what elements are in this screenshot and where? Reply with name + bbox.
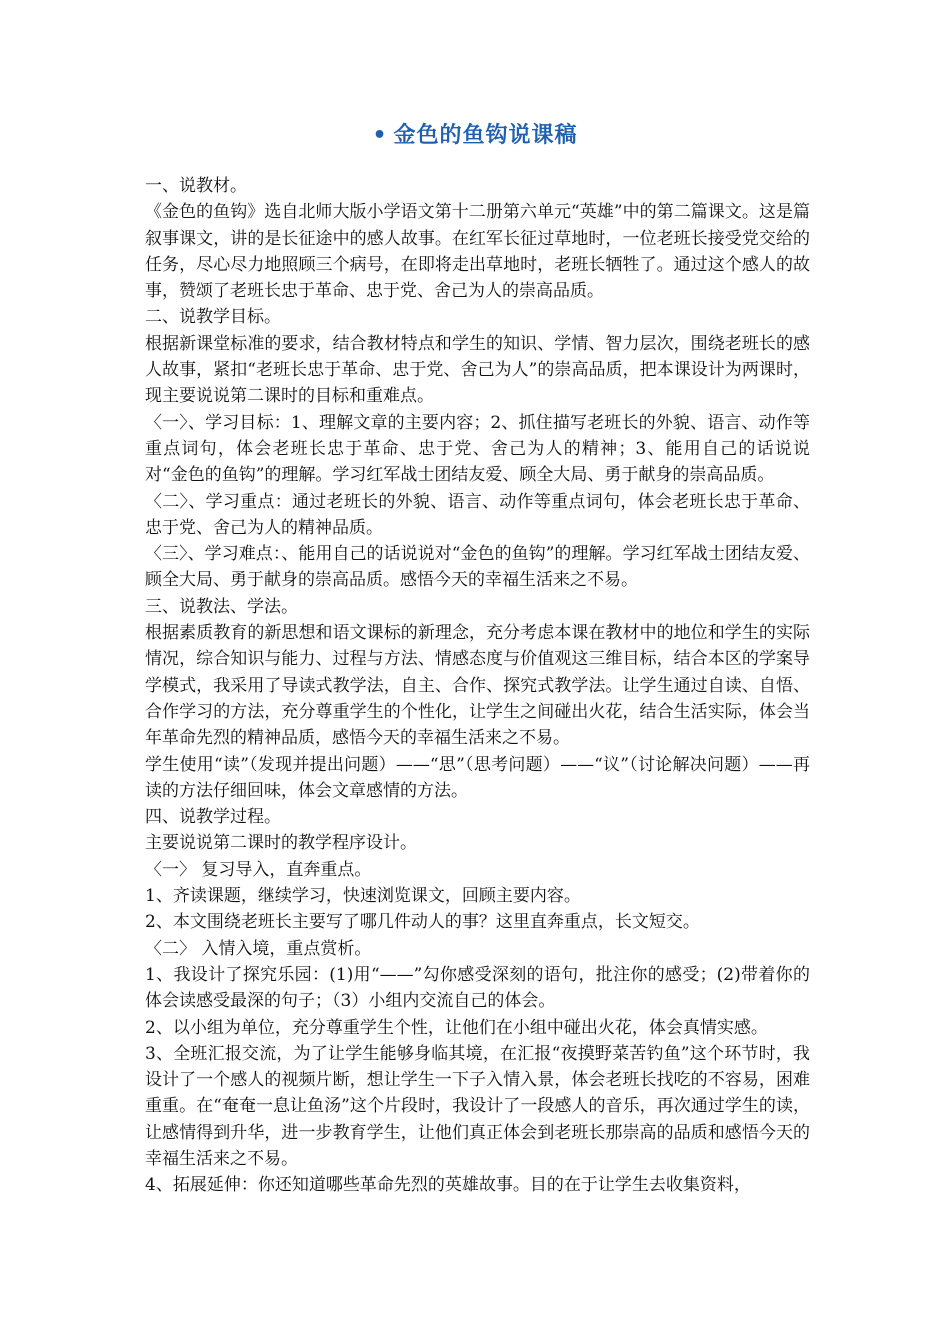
title-text: 金色的鱼钩说课稿 bbox=[393, 123, 578, 148]
section-heading-process: 四、说教学过程。 bbox=[145, 807, 281, 828]
subheading-appreciation: 〈二〉 入情入境，重点赏析。 bbox=[145, 938, 372, 959]
page-title bbox=[0, 118, 950, 154]
document-body bbox=[145, 173, 810, 1199]
list-item-1: 1、齐读课题，继续学习，快速浏览课文，回顾主要内容。 bbox=[145, 886, 581, 907]
section-heading-methods: 三、说教法、学法。 bbox=[145, 596, 298, 617]
list-item-extension: 4、拓展延伸：你还知道哪些革命先烈的英雄故事。目的在于让学生去收集资料， bbox=[145, 1175, 751, 1196]
section-heading-goals: 二、说教学目标。 bbox=[145, 307, 281, 328]
list-item-report: 3、全班汇报交流，为了让学生能够身临其境，在汇报“夜摸野菜苦钓鱼”这个环节时，我设计了一个感人的视频片断，想让学生一下子入情入景，体会老班长找吃的不容易，困难重重。在“奄奄一息让鱼汤”这个片段时，我设计了一段感人的音乐，再次通过学生的读，让感情得到升华，进一步教育学生，让他们真正体会到老班长那崇高的品质和感悟今天的幸福生活来之不易。 bbox=[145, 1043, 810, 1169]
paragraph-goals-intro: 根据新课堂标准的要求，结合教材特点和学生的知识、学情、智力层次，围绕老班长的感人故事，紧扣“老班长忠于革命、忠于党、舍己为人”的崇高品质，把本课设计为两课时，现主要说说第二课时的目标和重难点。 bbox=[145, 333, 810, 407]
subheading-review: 〈一〉 复习导入，直奔重点。 bbox=[145, 859, 372, 880]
list-item-explore: 1、我设计了探究乐园：(1)用“——”勾你感受深刻的语句，批注你的感受；(2)带着你的体会读感受最深的句子；（3）小组内交流自己的体会。 bbox=[145, 964, 810, 1012]
paragraph-learning-focus: 〈二〉、学习重点：通过老班长的外貌、语言、动作等重点词句，体会老班长忠于革命、忠于党、舍己为人的精神品质。 bbox=[145, 491, 810, 538]
list-item-group: 2、以小组为单位，充分尊重学生个性，让他们在小组中碰出火花，体会真情实感。 bbox=[145, 1017, 768, 1038]
paragraph-textbook-intro: 《金色的鱼钩》选自北师大版小学语文第十二册第六单元“英雄”中的第二篇课文。这是篇叙事课文，讲的是长征途中的感人故事。在红军长征过草地时，一位老班长接受党交给的任务，尽心尽力地照顾三个病号，在即将走出草地时，老班长牺牲了。通过这个感人的故事，赞颂了老班长忠于革命、忠于党、舍己为人的崇高品质。 bbox=[145, 202, 810, 302]
paragraph-learning-difficulty: 〈三〉、学习难点：、能用自己的话说说对“金色的鱼钩”的理解。学习红军战士团结友爱、顾全大局、勇于献身的崇高品质。感悟今天的幸福生活来之不易。 bbox=[145, 544, 810, 591]
paragraph-methods: 根据素质教育的新思想和语文课标的新理念，充分考虑本课在教材中的地位和学生的实际情况，综合知识与能力、过程与方法、情感态度与价值观这三维目标，结合本区的学案导学模式，我采用了导读式教学法，自主、合作、探究式教学法。让学生通过自读、自悟、合作学习的方法，充分尊重学生的个性化，让学生之间碰出火花，结合生活实际，体会当年革命先烈的精神品质，感悟今天的幸福生活来之不易。 bbox=[145, 623, 810, 749]
title-bullet: • bbox=[372, 123, 388, 148]
paragraph-study-method: 学生使用“读”（发现并提出问题）——“思”（思考问题）——“议”（讨论解决问题）——再读的方法仔细回味，体会文章感情的方法。 bbox=[145, 754, 810, 801]
paragraph-process-intro: 主要说说第二课时的教学程序设计。 bbox=[145, 833, 417, 854]
section-heading-textbook: 一、说教材。 bbox=[145, 176, 247, 196]
list-item-2: 2、本文围绕老班长主要写了哪几件动人的事？这里直奔重点，长文短交。 bbox=[145, 912, 700, 933]
paragraph-learning-goals: 〈一〉、学习目标：1、理解文章的主要内容；2、抓住描写老班长的外貌、语言、动作等重点词句，体会老班长忠于革命、忠于党、舍己为人的精神；3、能用自己的话说说对“金色的鱼钩”的理解。学习红军战士团结友爱、顾全大局、勇于献身的崇高品质。 bbox=[145, 412, 810, 486]
